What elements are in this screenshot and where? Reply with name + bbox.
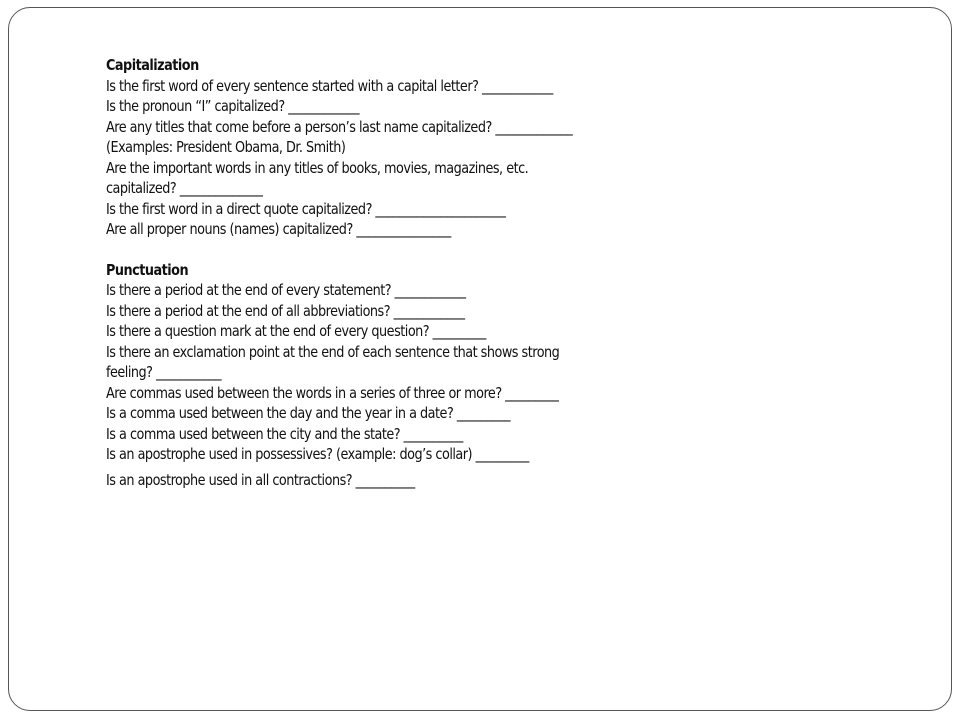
checklist-line: Is an apostrophe used in all contractions? __________ <box>106 470 415 489</box>
checklist-line: Is an apostrophe used in possessives? (example: dog’s collar) _________ <box>106 445 529 463</box>
checklist-line: Is there a period at the end of all abbreviations? ____________ <box>106 301 465 320</box>
checklist-line: Is the first word of every sentence started with a capital letter? ____________ <box>106 76 553 95</box>
checklist-content <box>106 55 658 490</box>
checklist-line: Are the important words in any titles of books, movies, magazines, etc. <box>106 158 529 177</box>
checklist-line: Is there a period at the end of every statement? ____________ <box>106 281 466 299</box>
checklist-line: Is there a question mark at the end of every question? _________ <box>106 322 486 340</box>
checklist-line: feeling? ___________ <box>106 363 222 381</box>
checklist-line: Is a comma used between the city and the state? __________ <box>106 424 463 443</box>
punctuation-section <box>106 260 658 491</box>
checklist-line: Are all proper nouns (names) capitalized? ________________ <box>106 220 451 238</box>
checklist-line: Is the pronoun “I” capitalized? ____________ <box>106 97 360 115</box>
capitalization-section <box>106 55 658 240</box>
checklist-line: Is a comma used between the day and the year in a date? _________ <box>106 404 510 422</box>
checklist-line: Are commas used between the words in a series of three or more? _________ <box>106 383 559 402</box>
punctuation-heading: Punctuation <box>106 260 189 279</box>
checklist-line: (Examples: President Obama, Dr. Smith) <box>106 138 346 156</box>
checklist-line: capitalized? ______________ <box>106 179 263 197</box>
checklist-line: Is the first word in a direct quote capitalized? ______________________ <box>106 199 506 218</box>
checklist-line: Are any titles that come before a person’s last name capitalized? _____________ <box>106 117 573 136</box>
capitalization-heading: Capitalization <box>106 56 199 74</box>
checklist-line: Is there an exclamation point at the end of each sentence that shows strong <box>106 342 560 361</box>
